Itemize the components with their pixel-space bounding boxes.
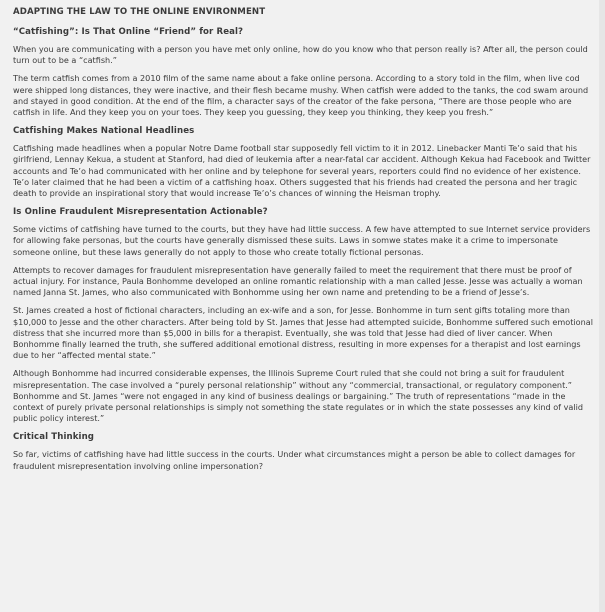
scrollbar-track[interactable] — [599, 0, 605, 612]
paragraph: Although Bonhomme had incurred considerable expenses, the Illinois Supreme Court ruled that she could not bring a suit for fraudulent misrepresentation. The case involved a “purely personal relationship” without any “commercial, transactional, or regulatory component.” Bonhomme and St. James “were not engaged in any kind of business dealings or bargaining.” The truth of representations “made in the context of purely private personal relationships is simply not something the state regulates or in which the state possesses any kind of valid public policy interest.” — [13, 368, 583, 424]
paragraph: When you are communicating with a person you have met only online, how do you know who that person really is? After all, the person could turn out to be a “catfish.” — [13, 44, 588, 66]
section-heading-headlines: Catfishing Makes National Headlines — [13, 126, 195, 137]
section-heading-catfishing: “Catfishing”: Is That Online “Friend” for Real? — [13, 27, 244, 37]
paragraph: Some victims of catfishing have turned to the courts, but they have had little success. A few have attempted to sue Internet service providers for allowing fake personas, but the courts have generally dismissed these suits. Laws in somwe states make it a crime to impersonate someone online, but these laws generally do not apply to those who create totally fictional personas. — [13, 224, 591, 257]
paragraph: Catfishing made headlines when a popular Notre Dame football star supposedly fell victim to it in 2012. Linebacker Manti Te’o said that his girlfriend, Lennay Kekua, a student at Stanford, had died of leukemia after a near-fatal car accident. Although Kekua had Facebook and Twitter accounts and Te’o had communicated with her online and by telephone for several years, reporters could find no evidence of her existence. Te’o later claimed that he had been a victim of a catfishing hoax. Others suggested that his friends had created the persona and her tragic death to provide an inspirational story that would increase Te’o’s chances of winning the Heisman trophy. — [13, 143, 591, 199]
document-title: ADAPTING THE LAW TO THE ONLINE ENVIRONMENT — [13, 7, 266, 17]
paragraph: St. James created a host of fictional characters, including an ex-wife and a son, for Jesse. Bonhomme in turn sent gifts totaling more than $10,000 to Jesse and the other characters. After being told by St. James that Jesse had attempted suicide, Bonhomme suffered such emotional distress that she incurred more than $5,000 in bills for a therapist. Eventually, she was told that Jesse had died of liver cancer. When Bonhomme finally learned the truth, she suffered additional emotional distress, resulting in more expenses for a therapist and lost earnings due to her “affected mental state.” — [13, 305, 593, 361]
paragraph: Attempts to recover damages for fraudulent misrepresentation have generally failed to meet the requirement that there must be proof of actual injury. For instance, Paula Bonhomme developed an online romantic relationship with a man called Jesse. Jesse was actually a woman named Janna St. James, who also communicated with Bonhomme using her own name and pretending to be a friend of Jesse’s. — [13, 264, 583, 298]
paragraph: The term catfish comes from a 2010 film of the same name about a fake online persona. According to a story told in the film, when live cod were shipped long distances, they were inactive, and their flesh became mushy. When catfish were added to the tanks, the cod swam around and stayed in good condition. At the end of the film, a character says of the creator of the fake persona, “There are those people who are catfish in life. And they keep you on your toes. They keep you guessing, they keep you thinking, they keep you fresh.” — [13, 73, 589, 118]
paragraph: So far, victims of catfishing have had little success in the courts. Under what circumstances might a person be able to collect damages for fraudulent misrepresentation involving online impersonation? — [13, 449, 576, 471]
section-heading-critical-thinking: Critical Thinking — [13, 432, 95, 443]
section-heading-actionable: Is Online Fraudulent Misrepresentation Actionable? — [13, 207, 268, 218]
